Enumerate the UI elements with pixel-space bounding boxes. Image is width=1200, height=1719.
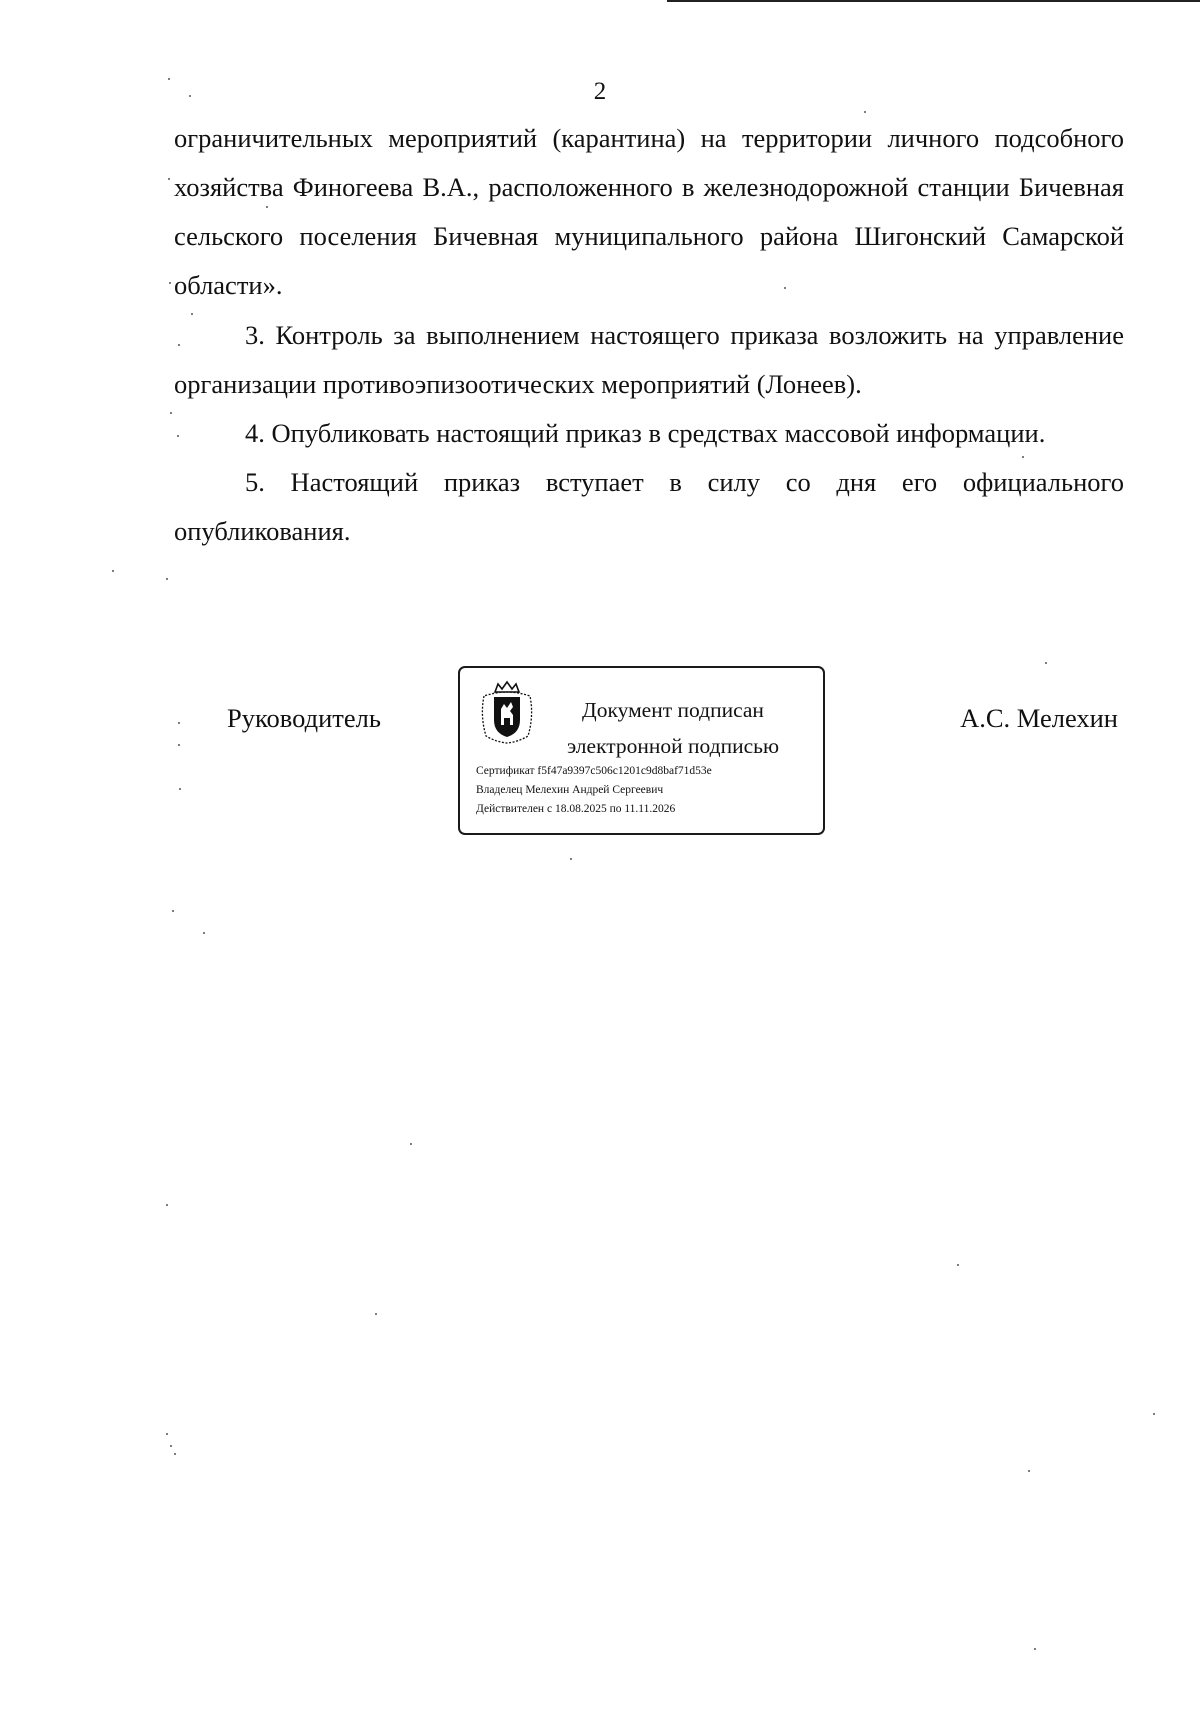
scan-speck — [266, 206, 268, 208]
scan-speck — [189, 95, 191, 97]
scan-speck — [1045, 662, 1047, 664]
paragraph-item-3: 3. Контроль за выполнением настоящего приказа возложить на управление организации противоэпизоотических мероприятий (Лонеев). — [174, 320, 1124, 399]
scan-speck — [166, 1433, 168, 1435]
scan-speck — [178, 744, 180, 746]
top-edge-rule — [667, 0, 1200, 2]
scan-speck — [170, 1445, 172, 1447]
scan-speck — [784, 287, 786, 289]
scan-speck — [166, 1204, 168, 1206]
scan-speck — [172, 910, 174, 912]
scan-speck — [170, 412, 172, 414]
stamp-heading-line-1: Документ подписан — [582, 698, 764, 722]
paragraph-item-4: 4. Опубликовать настоящий приказ в средствах массовой информации. — [245, 418, 1046, 448]
scan-speck — [1022, 456, 1024, 458]
scan-speck — [191, 313, 193, 315]
signer-name: А.С. Мелехин — [960, 703, 1118, 733]
stamp-details — [476, 762, 712, 819]
scan-speck — [168, 178, 170, 180]
scan-speck — [177, 435, 179, 437]
electronic-signature-stamp — [458, 666, 825, 835]
scan-speck — [570, 858, 572, 860]
coat-of-arms-icon — [476, 680, 538, 746]
paragraph-continuation: ограничительных мероприятий (карантина) на территории личного подсобного хозяйства Финогеева В.А., расположенного в железнодорожной станции Бичевная сельского поселения Бичевная муниципального района Шигонский Самарской области». — [174, 123, 1124, 300]
scan-speck — [112, 570, 114, 572]
stamp-certificate: Сертификат f5f47a9397c506c1201c9d8baf71d53e — [476, 765, 712, 777]
scan-speck — [179, 788, 181, 790]
scan-speck — [178, 722, 180, 724]
stamp-heading — [542, 692, 804, 764]
scan-speck — [203, 932, 205, 934]
page-number: 2 — [593, 78, 607, 105]
scan-speck — [410, 1143, 412, 1145]
scan-speck — [375, 1313, 377, 1315]
scan-speck — [166, 578, 168, 580]
stamp-owner: Владелец Мелехин Андрей Сергеевич — [476, 784, 664, 796]
scan-speck — [168, 78, 170, 80]
scan-speck — [1153, 1413, 1155, 1415]
scan-speck — [864, 111, 866, 113]
stamp-validity: Действителен с 18.08.2025 по 11.11.2026 — [476, 803, 676, 815]
scan-speck — [1028, 1470, 1030, 1472]
stamp-heading-line-2: электронной подписью — [566, 734, 780, 758]
scan-speck — [174, 1453, 176, 1455]
scan-speck — [957, 1264, 959, 1266]
signer-position: Руководитель — [227, 703, 381, 733]
scan-speck — [169, 282, 171, 284]
scan-speck — [1034, 1648, 1036, 1650]
paragraph-item-5: 5. Настоящий приказ вступает в силу со дня его официального опубликования. — [174, 467, 1124, 546]
scan-speck — [178, 344, 180, 346]
